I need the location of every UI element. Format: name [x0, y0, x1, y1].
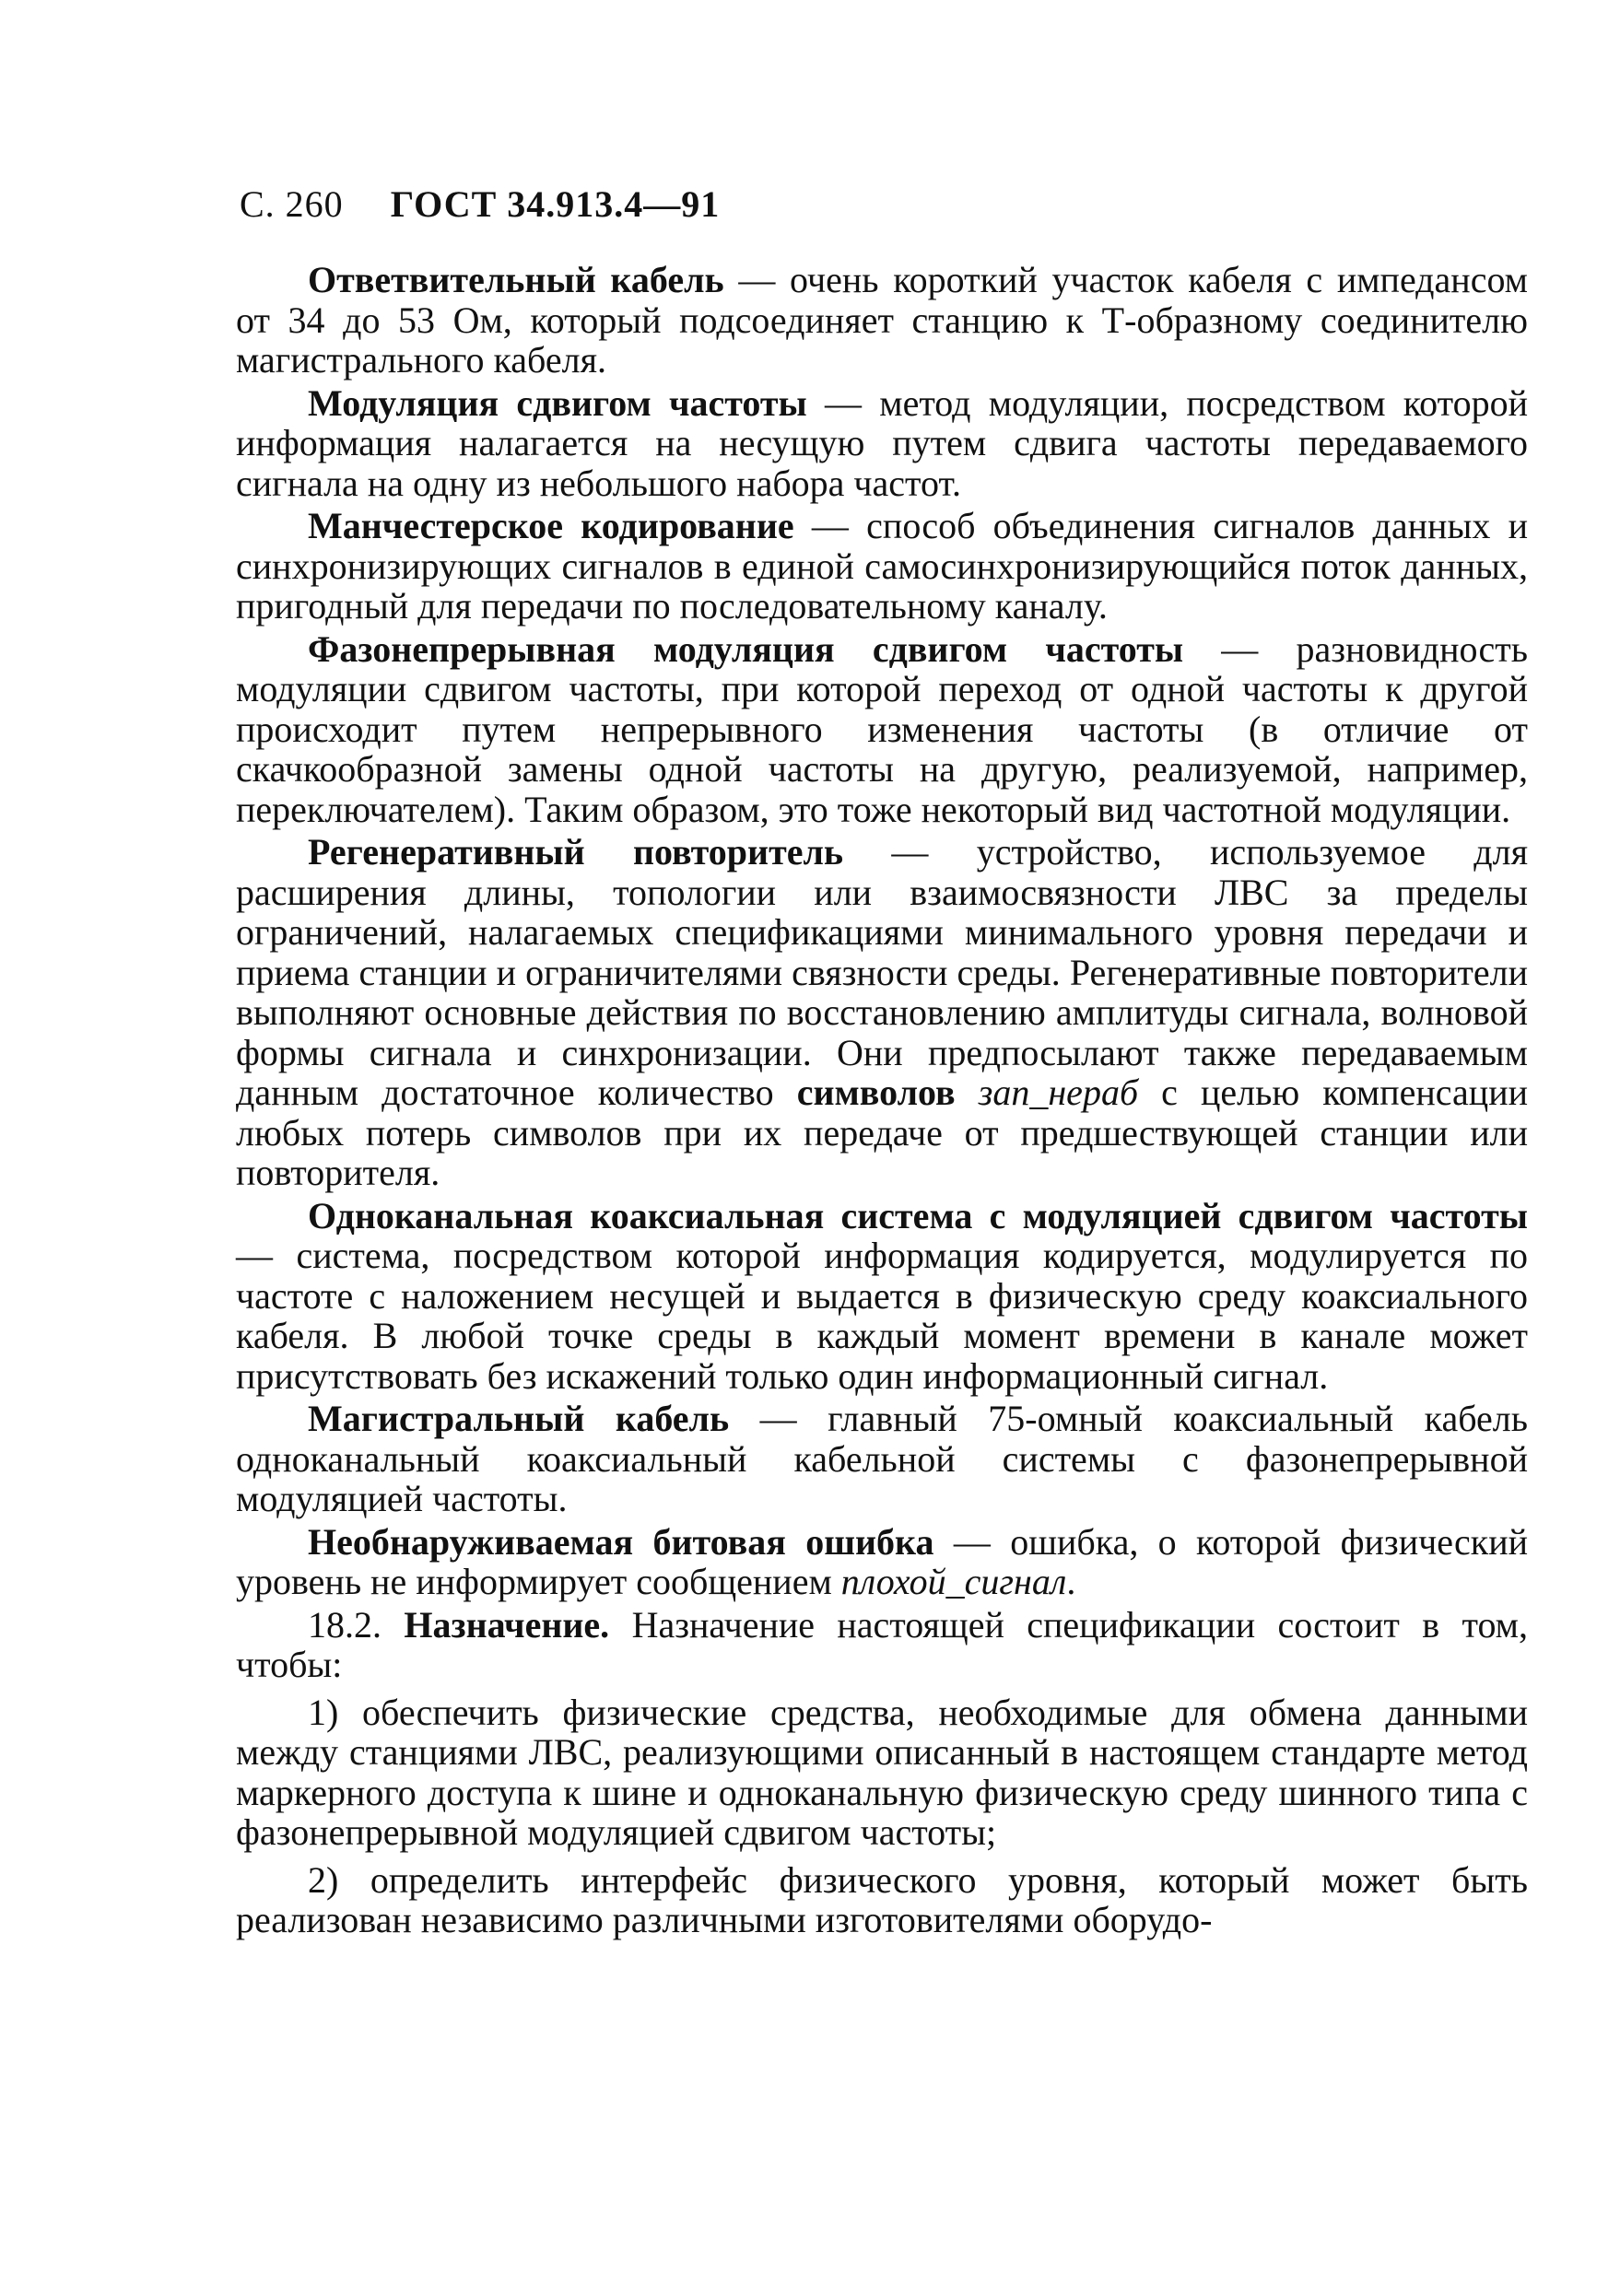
definition-term: Необнаруживаемая битовая ошибка: [308, 1520, 934, 1563]
page-number: С. 260: [240, 183, 344, 225]
section-paragraph: [236, 1605, 1528, 1685]
definition-paragraph: [236, 1196, 1528, 1397]
definition-text: — очень короткий участок кабеля с импедансом от 34 до 53 Ом, который подсоединяет станцию к Т-образному соединителю магистрального кабеля.: [236, 259, 1528, 381]
definition-text: — метод модуляции, посредством которой информация налагается на несущую путем сдвига частоты передаваемого сигнала на одну из небольшого набора частот.: [236, 381, 1529, 504]
definition-text: — устройство, используемое для расширения длины, топологии или взаимосвязности ЛВС за пределы ограничений, налагаемых спецификациями минимального уровня передачи и приема станции и ограничителями связности среды. Регенеративные повторители выполняют основные действия по восстановлению амплитуды сигнала, волновой формы сигнала и синхронизации. Они предпосылают также передаваемым данным достаточное количество: [236, 831, 1529, 1113]
definition-paragraph: [236, 383, 1528, 504]
definition-term: Ответвительный кабель: [308, 259, 724, 300]
definition-term: Магистральный кабель: [308, 1398, 730, 1439]
page-body: [236, 260, 1528, 1943]
definition-text: — главный 75-омный коаксиальный кабель одноканальный коаксиальный кабельной системы с фазонепрерывной модуляцией частоты.: [236, 1398, 1528, 1519]
definition-term: Фазонепрерывная модуляция сдвигом частоты: [308, 627, 1184, 670]
definition-text: — ошибка, о которой физический уровень не информирует сообщением: [236, 1520, 1529, 1602]
definition-text-continued: с целью компенсации любых потерь символов при их передаче от предшествующей станции или повторителя.: [236, 1072, 1529, 1193]
signal-name: зап_нераб: [978, 1072, 1139, 1113]
definition-paragraph: [236, 1522, 1528, 1602]
definition-paragraph: [236, 260, 1528, 381]
definition-term: Регенеративный повторитель: [308, 831, 844, 873]
section-number: 18.2.: [308, 1603, 382, 1646]
definition-paragraph: [236, 629, 1528, 830]
definition-paragraph: [236, 1399, 1528, 1519]
definition-term: Манчестерское кодирование: [308, 505, 794, 546]
definition-text: — разновидность модуляции сдвигом частоты, при которой переход от одной частоты к другой происходит путем непрерывного изменения частоты (в отличие от скачкообразной замены одной частоты на другую, реализуемой, например, переключателем). Таким образом, это тоже некоторый вид частотной модуляции.: [236, 627, 1528, 830]
standard-designation: ГОСТ 34.913.4—91: [390, 183, 721, 225]
definition-text: — система, посредством которой информация кодируется, модулируется по частоте с наложением несущей и выдается в физическую среду коаксиального кабеля. В любой точке среды в каждый момент времени в канале может присутствовать без искажений только один информационный сигнал.: [236, 1235, 1528, 1397]
list-item: 1) обеспечить физические средства, необходимые для обмена данными между станциями ЛВС, реализующими описанный в настоящем стандарте метод маркерного доступа к шине и одноканальную физическую среду шинного типа с фазонепрерывной модуляцией сдвигом частоты;: [236, 1691, 1528, 1853]
definition-paragraph: [236, 506, 1528, 627]
definition-text: — способ объединения сигналов данных и синхронизирующих сигналов в единой самосинхронизирующийся поток данных, пригодный для передачи по последовательному каналу.: [236, 505, 1528, 627]
definition-paragraph: [236, 832, 1528, 1193]
section-title: Назначение.: [404, 1603, 610, 1646]
list-item: 2) определить интерфейс физического уровня, который может быть реализован независимо различными изготовителями оборудо-: [236, 1858, 1528, 1940]
definition-term: Одноканальная коаксиальная система с модуляцией сдвигом частоты: [308, 1194, 1528, 1236]
definition-text-continued: .: [1066, 1561, 1076, 1602]
page-header: [240, 182, 720, 226]
definition-term: Модуляция сдвигом частоты: [308, 381, 807, 424]
definition-emphasis: символов: [796, 1072, 956, 1113]
signal-name: плохой_сигнал: [840, 1561, 1067, 1602]
section-text: Назначение настоящей спецификации состоит в том, чтобы:: [236, 1603, 1528, 1685]
